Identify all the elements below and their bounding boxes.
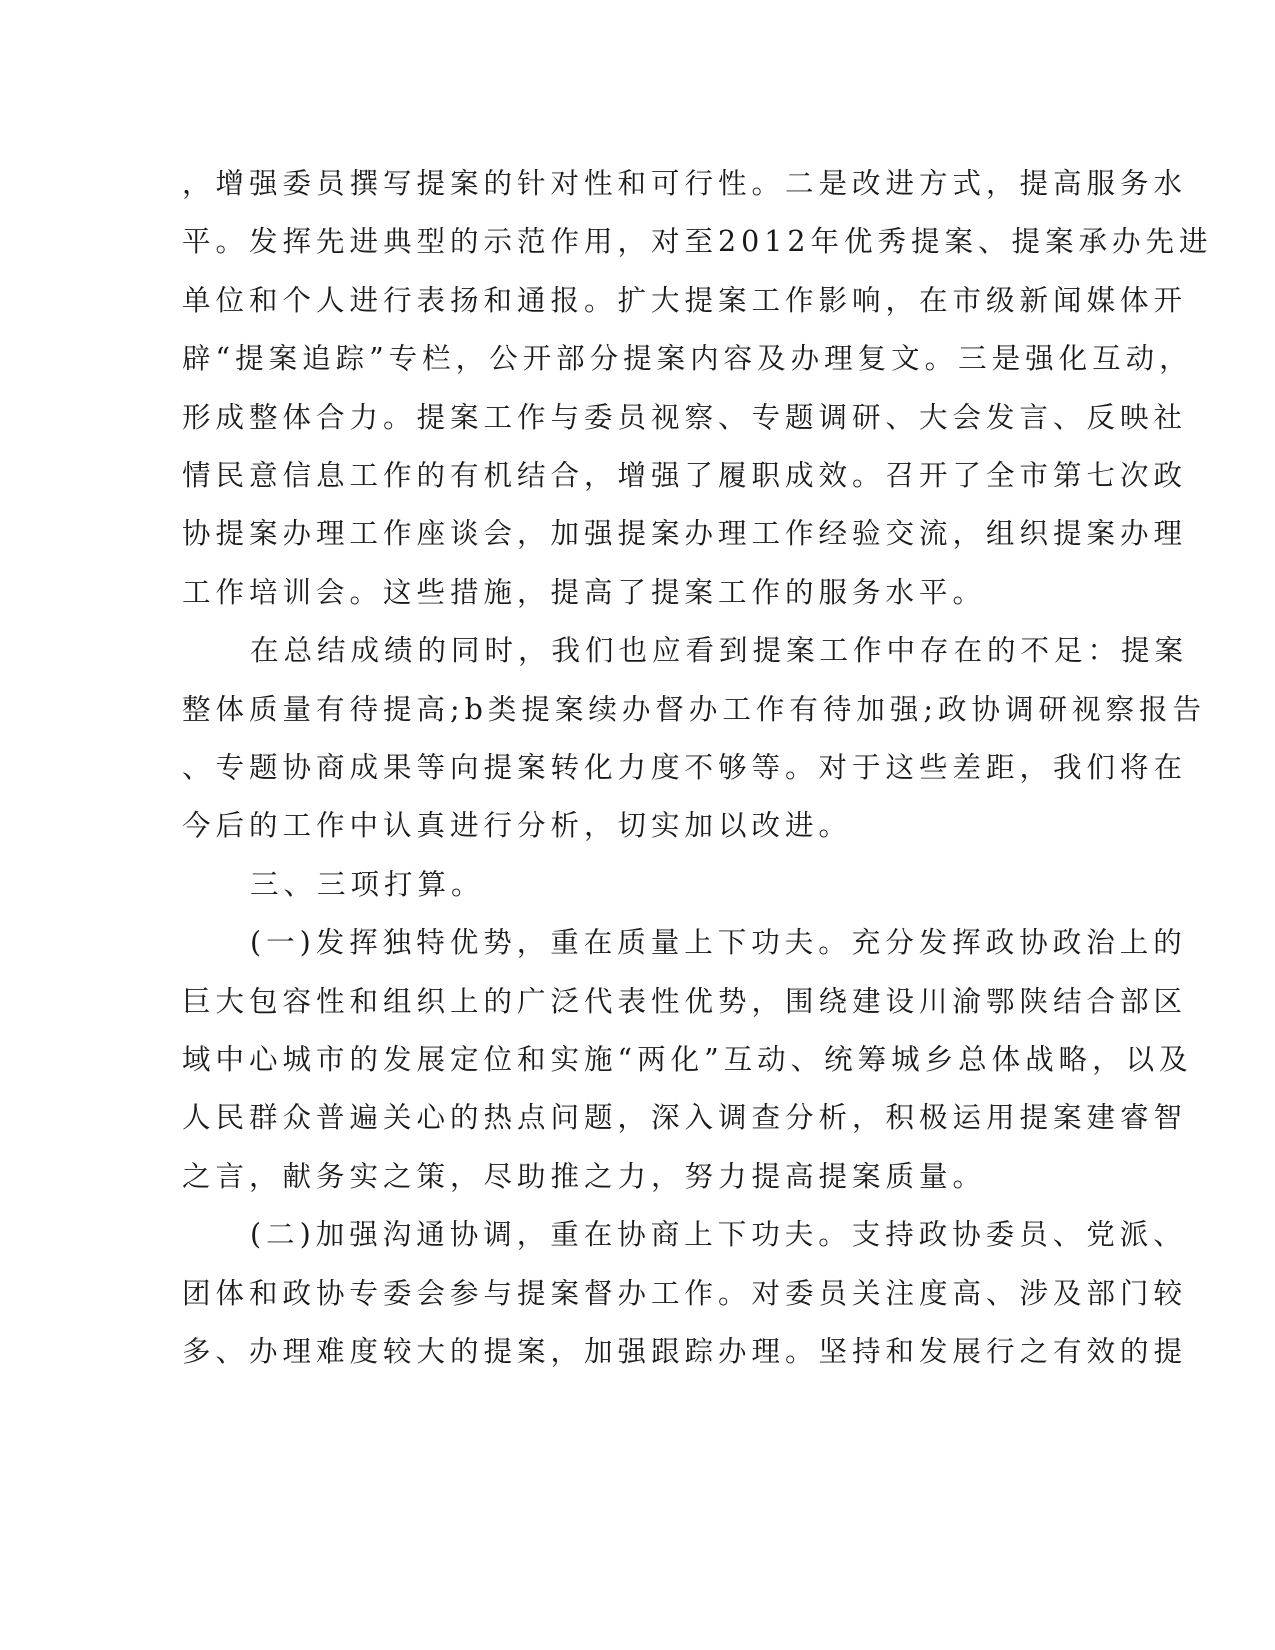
text-line-18: 之言，献务实之策，尽助推之力，努力提高提案质量。: [182, 1160, 987, 1193]
text-line-21: 多、办理难度较大的提案，加强跟踪办理。坚持和发展行之有效的提: [182, 1335, 1188, 1368]
text-line-11: 、专题协商成果等向提案转化力度不够等。对于这些差距，我们将在: [182, 751, 1188, 784]
text-line-16: 域中心城市的发展定位和实施“两化”互动、统筹城乡总体战略，以及: [182, 1043, 1193, 1076]
section-heading: 三、三项打算。: [250, 868, 485, 901]
text-line-5: 形成整体合力。提案工作与委员视察、专题调研、大会发言、反映社: [182, 401, 1188, 434]
text-line-17: 人民群众普遍关心的热点问题，深入调查分析，积极运用提案建睿智: [182, 1101, 1188, 1134]
text-line-3: 单位和个人进行表扬和通报。扩大提案工作影响，在市级新闻媒体开: [182, 284, 1188, 317]
text-line-1: ，增强委员撰写提案的针对性和可行性。二是改进方式，提高服务水: [182, 167, 1188, 200]
text-line-20: 团体和政协专委会参与提案督办工作。对委员关注度高、涉及部门较: [182, 1277, 1188, 1310]
text-line-19: (二)加强沟通协调，重在协商上下功夫。支持政协委员、党派、: [250, 1218, 1187, 1251]
text-line-12: 今后的工作中认真进行分析，切实加以改进。: [182, 809, 853, 842]
text-line-9: 在总结成绩的同时，我们也应看到提案工作中存在的不足：提案: [250, 634, 1189, 667]
text-line-6: 情民意信息工作的有机结合，增强了履职成效。召开了全市第七次政: [182, 459, 1188, 492]
text-line-7: 协提案办理工作座谈会，加强提案办理工作经验交流，组织提案办理: [182, 517, 1188, 550]
text-line-8: 工作培训会。这些措施，提高了提案工作的服务水平。: [182, 576, 987, 609]
text-line-14: (一)发挥独特优势，重在质量上下功夫。充分发挥政协政治上的: [250, 926, 1187, 959]
text-line-2: 平。发挥先进典型的示范作用，对至2012年优秀提案、提案承办先进: [182, 225, 1213, 258]
text-line-4: 辟“提案追踪”专栏，公开部分提案内容及办理复文。三是强化互动，: [182, 342, 1193, 375]
text-line-10: 整体质量有待提高;b类提案续办督办工作有待加强;政协调研视察报告: [182, 693, 1206, 726]
text-line-15: 巨大包容性和组织上的广泛代表性优势，围绕建设川渝鄂陕结合部区: [182, 985, 1188, 1018]
